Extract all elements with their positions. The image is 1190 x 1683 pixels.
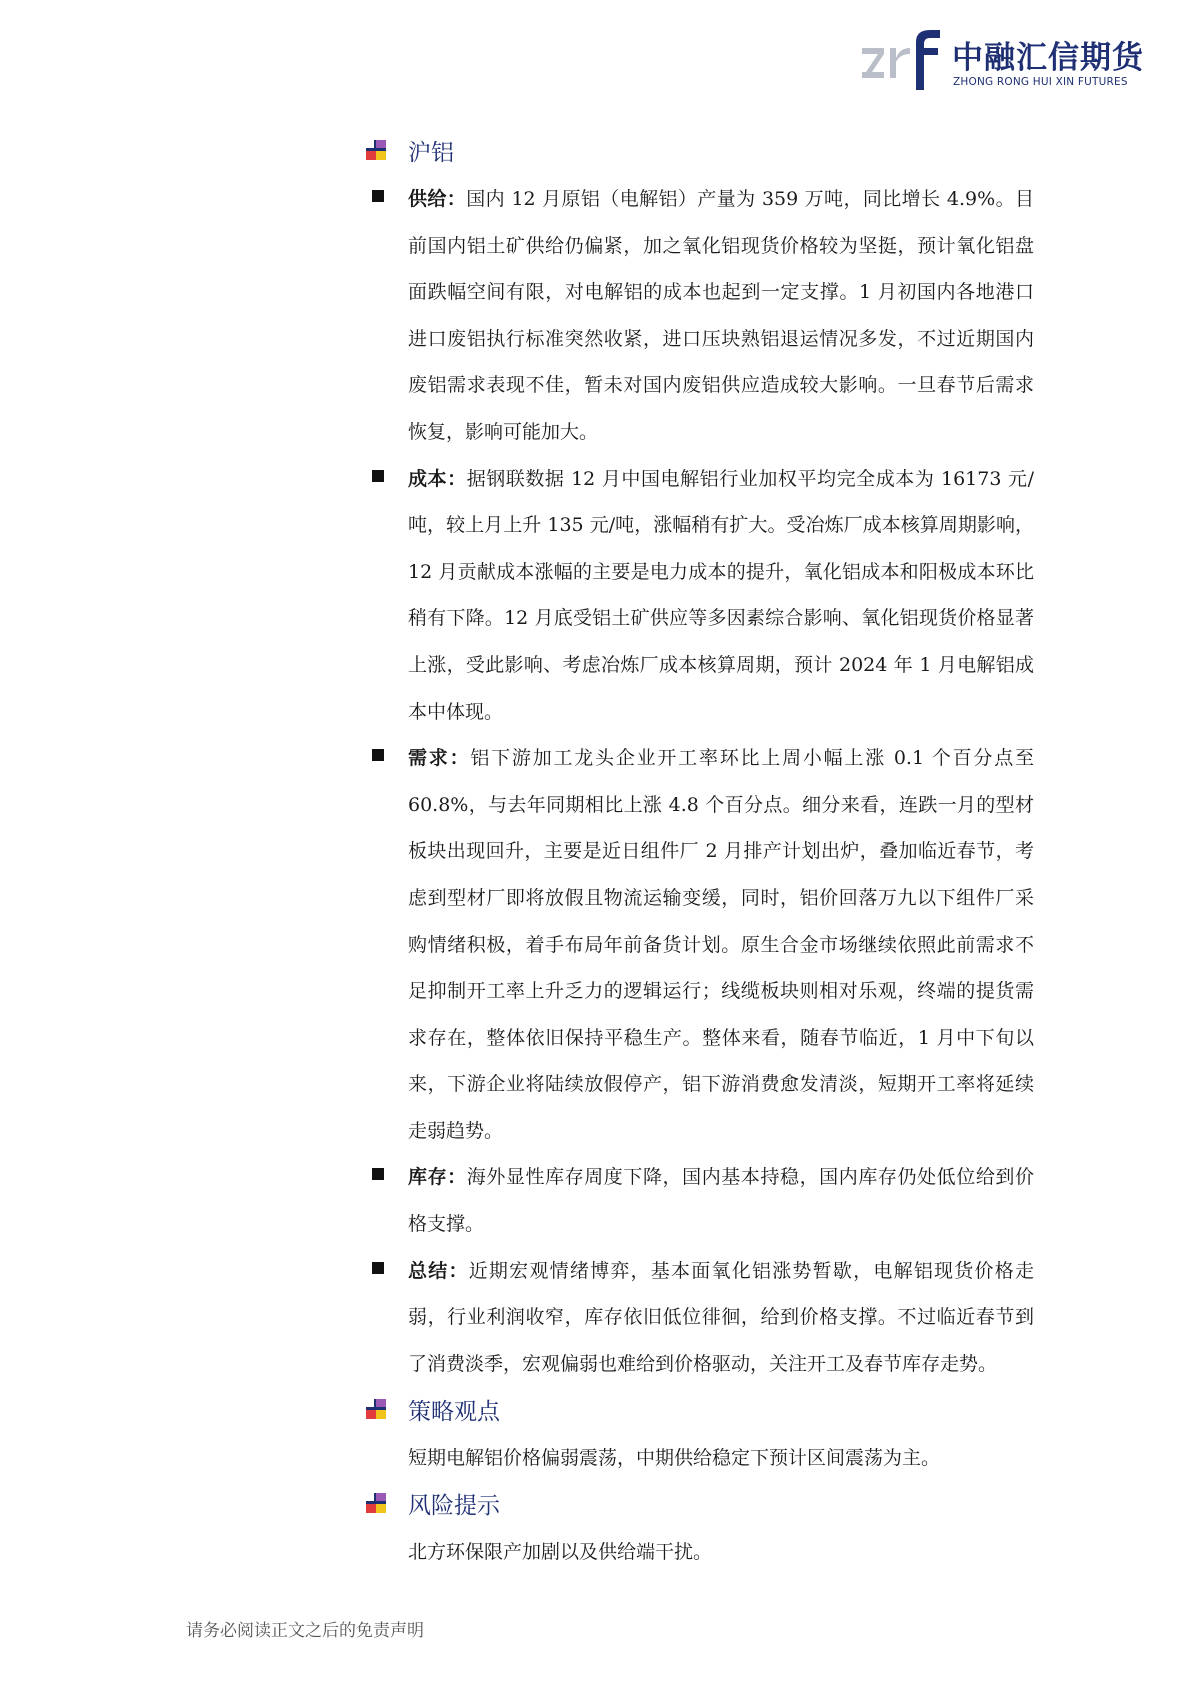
logo-mark-icon <box>860 28 944 90</box>
section-heading-risk <box>364 1481 1034 1529</box>
section-heading-alu <box>364 128 1034 176</box>
disclaimer-footer: 请务必阅读正文之后的免责声明 <box>186 1621 424 1641</box>
logo-name-cn: 中融汇信期货 <box>952 40 1144 76</box>
item-text: 据钢联数据 12 月中国电解铝行业加权平均完全成本为 16173 元/吨，较上月上升 135 元/吨，涨幅稍有扩大。受冶炼厂成本核算周期影响，12 月贡献成本涨幅的主要是电力成本的提升，氧化铝成本和阳极成本环比稍有下降。12 月底受铝土矿供应等多因素综合影响、氧化铝现货价格显著上涨，受此影响、考虑冶炼厂成本核算周期，预计 2024 年 1 月电解铝成本中体现。 <box>408 467 1034 723</box>
paragraph <box>408 1248 1034 1388</box>
risk-text: 北方环保限产加剧以及供给端干扰。 <box>408 1541 713 1564</box>
strategy-text: 短期电解铝价格偏弱震荡，中期供给稳定下预计区间震荡为主。 <box>408 1447 941 1470</box>
list-item-cost <box>364 456 1034 736</box>
square-bullet-icon <box>372 1168 384 1180</box>
square-bullet-icon <box>372 1262 384 1274</box>
item-label: 库存： <box>408 1166 467 1189</box>
list-item-summary <box>364 1248 1034 1388</box>
list-item-demand <box>364 735 1034 1154</box>
section-marker-icon <box>364 1397 388 1421</box>
item-text: 国内 12 月原铝（电解铝）产量为 359 万吨，同比增长 4.9%。目前国内铝土矿供给仍偏紧，加之氧化铝现货价格较为坚挺，预计氧化铝盘面跌幅空间有限，对电解铝的成本也起到一定支撑。1 月初国内各地港口进口废铝执行标准突然收紧，进口压块熟铝退运情况多发，不过近期国内废铝需求表现不佳，暂未对国内废铝供应造成较大影响。一旦春节后需求恢复，影响可能加大。 <box>408 188 1034 443</box>
section-title: 策略观点 <box>408 1399 500 1426</box>
square-bullet-icon <box>372 749 384 761</box>
paragraph <box>408 735 1034 1154</box>
paragraph <box>408 456 1034 736</box>
list-item-inventory <box>364 1154 1034 1247</box>
company-logo <box>860 28 1144 98</box>
list-item-supply <box>364 176 1034 456</box>
section-marker-icon <box>364 1491 388 1515</box>
section-marker-icon <box>364 138 388 162</box>
section-heading-strategy <box>364 1387 1034 1435</box>
paragraph <box>408 176 1034 456</box>
item-text: 近期宏观情绪博弈，基本面氧化铝涨势暂歇，电解铝现货价格走弱，行业利润收窄，库存依旧低位徘徊，给到价格支撑。不过临近春节到了消费淡季，宏观偏弱也难给到价格驱动，关注开工及春节库存走势。 <box>408 1259 1034 1375</box>
item-label: 需求： <box>408 747 471 770</box>
logo-name-en: ZHONG RONG HUI XIN FUTURES <box>953 76 1128 88</box>
item-label: 供给： <box>408 188 467 210</box>
square-bullet-icon <box>372 470 384 482</box>
item-label: 总结： <box>408 1259 469 1282</box>
item-label: 成本： <box>408 467 467 490</box>
square-bullet-icon <box>372 190 384 202</box>
item-text: 海外显性库存周度下降，国内基本持稳，国内库存仍处低位给到价格支撑。 <box>408 1166 1034 1236</box>
section-title: 沪铝 <box>408 140 454 166</box>
item-text: 铝下游加工龙头企业开工率环比上周小幅上涨 0.1 个百分点至 60.8%，与去年同期相比上涨 4.8 个百分点。细分来看，连跌一月的型材板块出现回升，主要是近日组件厂 2 月排产计划出炉，叠加临近春节，考虑到型材厂即将放假且物流运输变缓，同时，铝价回落万九以下组件厂采购情绪积极，着手布局年前备货计划。原生合金市场继续依照此前需求不足抑制开工率上升乏力的逻辑运行；线缆板块则相对乐观，终端的提货需求存在，整体依旧保持平稳生产。整体来看，随春节临近，1 月中下旬以来，下游企业将陆续放假停产，铝下游消费愈发清淡，短期开工率将延续走弱趋势。 <box>408 747 1034 1142</box>
report-body <box>364 128 1034 1575</box>
section-title: 风险提示 <box>408 1493 500 1520</box>
paragraph <box>408 1154 1034 1247</box>
